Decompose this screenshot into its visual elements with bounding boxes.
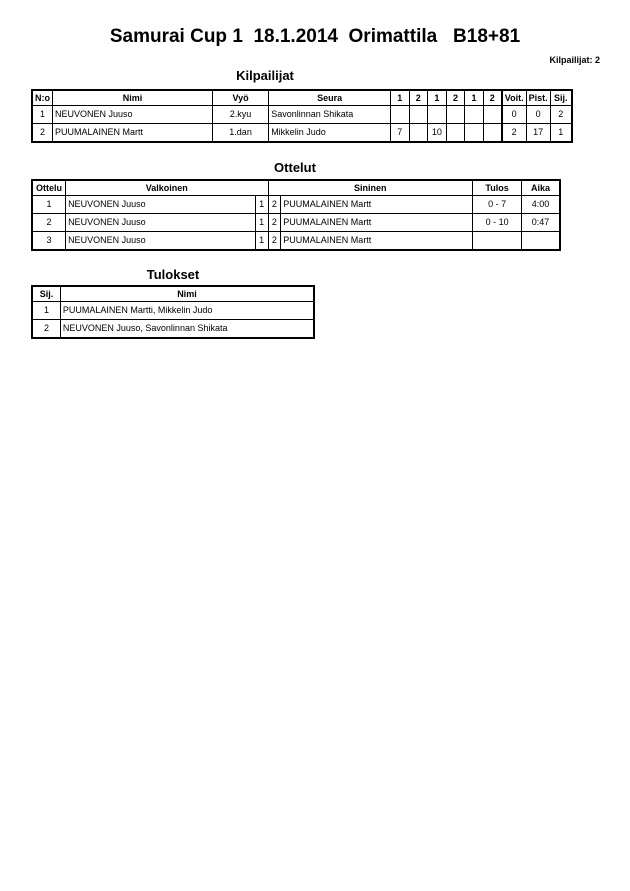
- cell-match-no: 1: [32, 196, 66, 214]
- cell-round: 10: [428, 124, 447, 143]
- page-title: Samurai Cup 1 18.1.2014 Orimattila B18+81: [109, 26, 521, 47]
- cell-name: NEUVONEN Juuso: [53, 106, 213, 124]
- cell-belt: 2.kyu: [212, 106, 268, 124]
- col-header: Aika: [522, 180, 560, 196]
- col-header: Ottelu: [32, 180, 66, 196]
- table-row: [32, 106, 572, 124]
- col-header: 2: [409, 90, 427, 106]
- results-table: [31, 285, 315, 339]
- cell-round: [409, 124, 427, 143]
- cell-time: 4:00: [522, 196, 560, 214]
- cell-points: 17: [526, 124, 550, 143]
- cell-result: 0 - 10: [473, 214, 522, 232]
- cell-blue-no: 2: [268, 232, 281, 251]
- col-header: 2: [446, 90, 464, 106]
- cell-round: 7: [391, 124, 409, 143]
- competitors-table: [31, 89, 573, 143]
- cell-wins: 0: [502, 106, 526, 124]
- col-header: 1: [391, 90, 409, 106]
- col-header: Nimi: [60, 286, 314, 302]
- table-row: [32, 302, 314, 320]
- col-header: Pist.: [526, 90, 550, 106]
- cell-round: [465, 106, 483, 124]
- table-row: [32, 320, 314, 339]
- cell-name: PUUMALAINEN Martti, Mikkelin Judo: [60, 302, 314, 320]
- cell-rank: 2: [550, 106, 572, 124]
- cell-club: Mikkelin Judo: [269, 124, 391, 143]
- cell-round: [446, 124, 464, 143]
- col-header: Nimi: [53, 90, 213, 106]
- cell-no: 2: [32, 124, 53, 143]
- col-header: Sij.: [550, 90, 572, 106]
- cell-white-no: 1: [255, 214, 268, 232]
- cell-round: [465, 124, 483, 143]
- cell-name: NEUVONEN Juuso, Savonlinnan Shikata: [60, 320, 314, 339]
- cell-rank: 1: [550, 124, 572, 143]
- matches-title: Ottelut: [274, 160, 316, 175]
- col-header: Voit.: [502, 90, 526, 106]
- cell-blue: PUUMALAINEN Martt: [281, 196, 473, 214]
- matches-table: [31, 179, 561, 251]
- cell-match-no: 2: [32, 214, 66, 232]
- cell-result: 0 - 7: [473, 196, 522, 214]
- cell-white: NEUVONEN Juuso: [66, 196, 256, 214]
- col-header: Tulos: [473, 180, 522, 196]
- col-header: Valkoinen: [66, 180, 268, 196]
- competitor-count: Kilpailijat: 2: [549, 55, 600, 65]
- cell-blue: PUUMALAINEN Martt: [281, 214, 473, 232]
- cell-round: [483, 124, 502, 143]
- competitors-header-row: [32, 90, 572, 106]
- cell-no: 1: [32, 106, 53, 124]
- col-header: Vyö: [212, 90, 268, 106]
- table-row: [32, 232, 560, 251]
- cell-round: [391, 106, 409, 124]
- cell-blue: PUUMALAINEN Martt: [281, 232, 473, 251]
- cell-match-no: 3: [32, 232, 66, 251]
- cell-round: [428, 106, 447, 124]
- col-header: N:o: [32, 90, 53, 106]
- competitors-title: Kilpailijat: [236, 68, 294, 83]
- cell-rank: 1: [32, 302, 60, 320]
- table-row: [32, 214, 560, 232]
- cell-club: Savonlinnan Shikata: [269, 106, 391, 124]
- cell-white: NEUVONEN Juuso: [66, 214, 256, 232]
- col-header: 2: [483, 90, 502, 106]
- cell-white-no: 1: [255, 196, 268, 214]
- col-header: Sininen: [268, 180, 473, 196]
- cell-rank: 2: [32, 320, 60, 339]
- cell-blue-no: 2: [268, 196, 281, 214]
- cell-name: PUUMALAINEN Martt: [53, 124, 213, 143]
- cell-belt: 1.dan: [212, 124, 268, 143]
- cell-blue-no: 2: [268, 214, 281, 232]
- col-header: 1: [465, 90, 483, 106]
- col-header: Sij.: [32, 286, 60, 302]
- results-header-row: [32, 286, 314, 302]
- table-row: [32, 124, 572, 143]
- cell-white-no: 1: [255, 232, 268, 251]
- col-header: 1: [428, 90, 447, 106]
- cell-round: [409, 106, 427, 124]
- cell-points: 0: [526, 106, 550, 124]
- cell-round: [446, 106, 464, 124]
- cell-time: [522, 232, 560, 251]
- cell-white: NEUVONEN Juuso: [66, 232, 256, 251]
- cell-time: 0:47: [522, 214, 560, 232]
- cell-result: [473, 232, 522, 251]
- matches-header-row: [32, 180, 560, 196]
- table-row: [32, 196, 560, 214]
- cell-round: [483, 106, 502, 124]
- col-header: Seura: [269, 90, 391, 106]
- cell-wins: 2: [502, 124, 526, 143]
- results-title: Tulokset: [146, 267, 200, 282]
